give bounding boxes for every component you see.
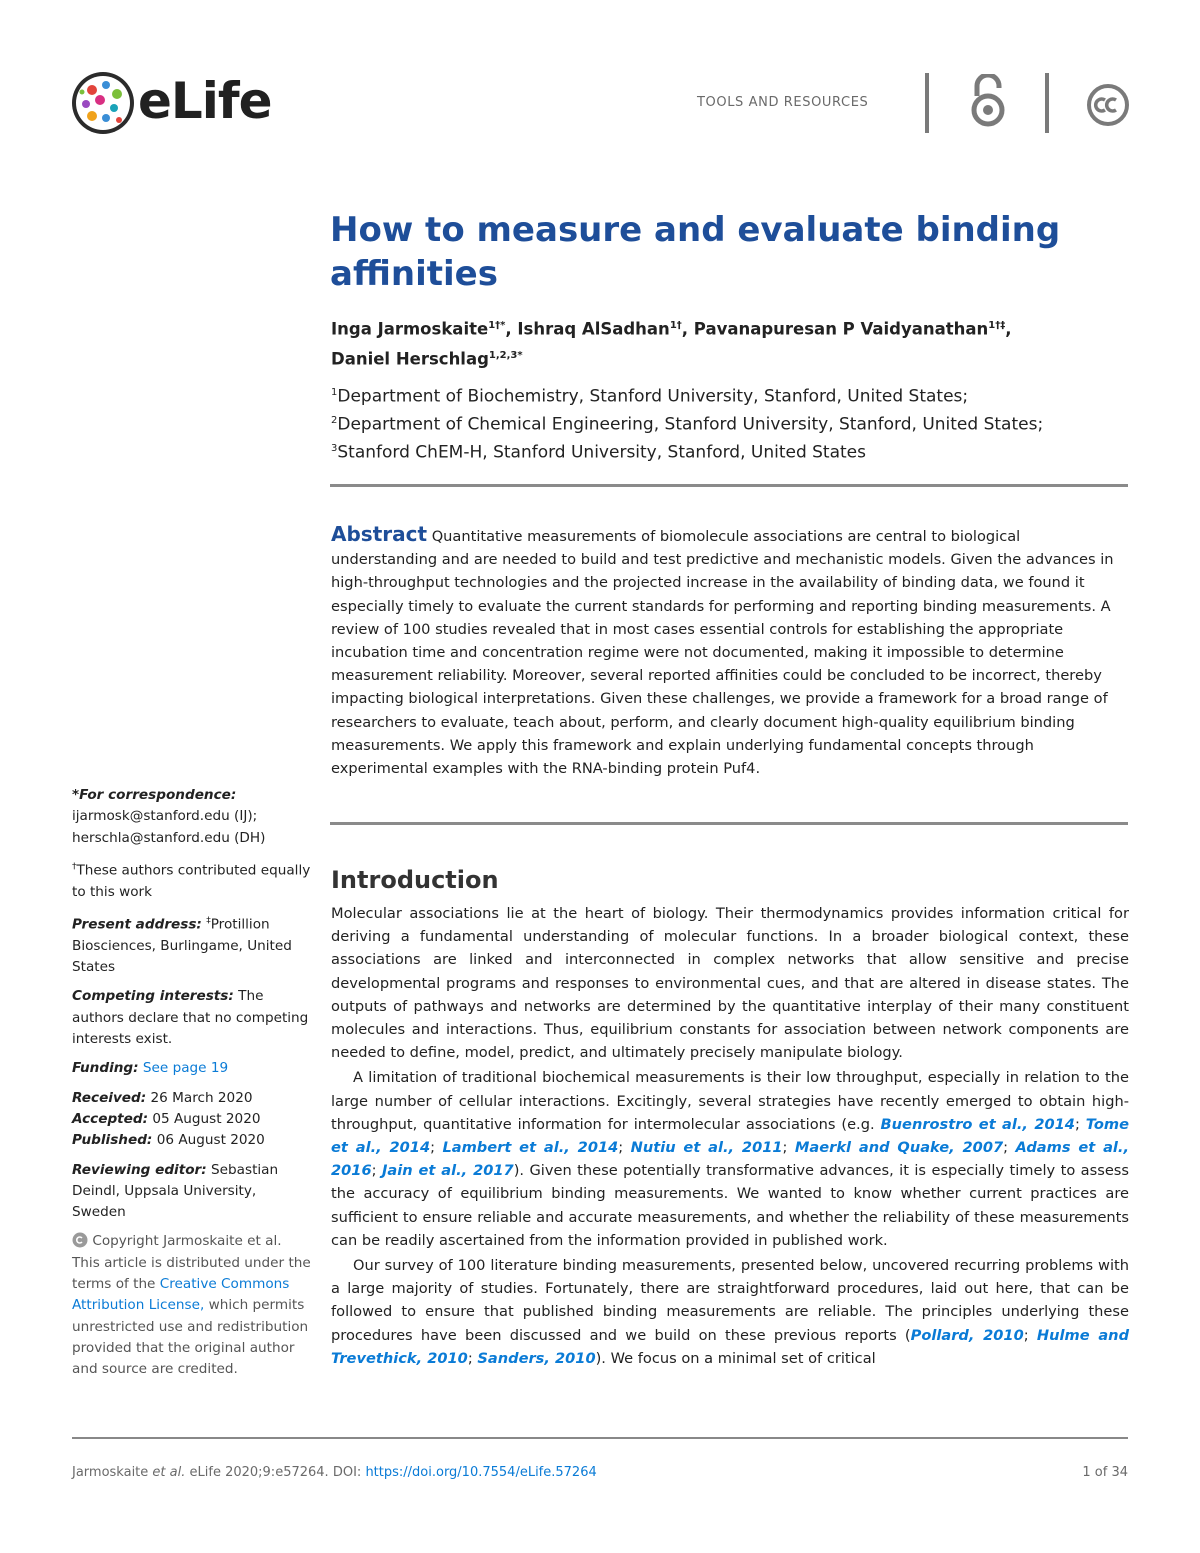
- article-title: How to measure and evaluate binding affinities: [330, 210, 1061, 294]
- citation-link[interactable]: Maerkl and Quake, 2007: [794, 1139, 1004, 1157]
- citation-link[interactable]: Buenrostro et al., 2014: [880, 1115, 1075, 1133]
- author-name: Pavanapuresan P Vaidyanathan: [693, 319, 989, 339]
- article-type-label: TOOLS AND RESOURCES: [697, 95, 869, 110]
- creative-commons-icon: [1086, 83, 1130, 127]
- header-divider: [1045, 73, 1049, 133]
- equal-contribution-note: †These authors contributed equally to this work: [72, 861, 311, 900]
- author-name: Inga Jarmoskaite: [331, 319, 489, 339]
- citation-link[interactable]: Sanders, 2010: [477, 1349, 596, 1367]
- doi-link[interactable]: https://doi.org/10.7554/eLife.57264: [365, 1465, 597, 1480]
- author-name: Daniel Herschlag: [331, 349, 489, 368]
- citation-link[interactable]: Pollard, 2010: [910, 1326, 1024, 1344]
- citation-link[interactable]: Lambert et al., 2014: [442, 1139, 619, 1157]
- footer-citation: Jarmoskaite et al. eLife 2020;9:e57264. DOI: https://doi.org/10.7554/eLife.57264: [72, 1465, 597, 1480]
- section-heading-introduction: Introduction: [331, 866, 499, 894]
- article-info-sidebar: [72, 785, 312, 1388]
- section-divider: [330, 484, 1128, 487]
- copyright-icon: [72, 1232, 88, 1248]
- copyright: Copyright Jarmoskaite et al. This article is distributed under the terms of the Creative Commons Attribution License, which permits unrestricted use and redistribution provided that the original author and source are credited.: [72, 1233, 311, 1378]
- paragraph: A limitation of traditional biochemical measurements is their low throughput, especially in relation to the large number of cellular interactions. Excitingly, several strategies have recently emerged to obtain high-throughput, quantitative information for intermolecular associations (e.g. Buenrostro et al., 2014; Tome et al., 2014; Lambert et al., 2014; Nutiu et al., 2011; Maerkl and Quake, 2007; Adams et al., 2016; Jain et al., 2017). Given these potentially transformative advances, it is especially timely to assess the accuracy of equilibrium binding measurements. We wanted to know whether current practices are sufficient to ensure reliable and accurate measurements, and whether the reliability of these measurements can be readily ascertained from the information provided in published work.: [331, 1069, 1130, 1249]
- affiliation: $^1$Department of Biochemistry, Stanford University, Stanford, United States;: [331, 386, 969, 407]
- correspondence: *For correspondence: ijarmosk@stanford.edu (IJ); herschla@stanford.edu (DH): [72, 787, 266, 846]
- paragraph: Our survey of 100 literature binding measurements, presented below, uncovered recurring problems with a large majority of studies. Fortunately, there are straightforward procedures, laid out here, that can be followed to ensure that published binding measurements are reliable. The principles underlying these procedures have been discussed and we build on these previous reports (Pollard, 2010; Hulme and Trevethick, 2010; Sanders, 2010). We focus on a minimal set of critical: [331, 1257, 1130, 1367]
- author-name: Ishraq AlSadhan: [517, 319, 670, 339]
- email-link[interactable]: herschla@stanford.edu (DH): [72, 829, 266, 846]
- section-divider: [330, 822, 1128, 825]
- competing-interests: Competing interests: The authors declare that no competing interests exist.: [72, 988, 309, 1048]
- citation-link[interactable]: Adams et al., 2016: [331, 1139, 1130, 1180]
- elife-logo: [70, 70, 136, 136]
- citation-link[interactable]: Tome et al., 2014: [331, 1115, 1130, 1157]
- abstract-heading: Abstract: [331, 522, 428, 546]
- affiliation: $^3$Stanford ChEM-H, Stanford University, Stanford, United States: [331, 442, 866, 463]
- page-number: 1 of 34: [1082, 1465, 1128, 1480]
- abstract-text: Quantitative measurements of biomolecule associations are central to biological understanding and are needed to build and test predictive and mechanistic models. Given the advances in high-throughput technologies and the projected increase in the availability of binding data, we found it especially timely to evaluate the current standards for performing and reporting binding measurements. A review of 100 studies revealed that in most cases essential controls for establishing the appropriate incubation time and concentration regime were not documented, making it impossible to determine measurement reliability. Moreover, several reported affinities could be concluded to be incorrect, thereby impacting biological interpretations. Given these challenges, we provide a framework for a broad range of researchers to evaluate, teach about, perform, and clearly document high-quality equilibrium binding measurements. We apply this framework and explain underlying fundamental concepts through experimental examples with the RNA-binding protein Puf4.: [331, 528, 1114, 778]
- funding-link[interactable]: See page 19: [142, 1060, 229, 1077]
- citation-link[interactable]: Hulme and Trevethick, 2010: [331, 1326, 1130, 1367]
- citation-link[interactable]: Jain et al., 2017: [381, 1162, 514, 1180]
- logo-text: eLife: [138, 72, 272, 130]
- abstract: [331, 523, 1129, 780]
- affiliation: $^2$Department of Chemical Engineering, Stanford University, Stanford, United States;: [331, 414, 1044, 435]
- footer-divider: [72, 1437, 1128, 1439]
- email-link[interactable]: ijarmosk@stanford.edu (IJ);: [72, 808, 258, 825]
- license-link[interactable]: Creative Commons Attribution License,: [72, 1276, 290, 1314]
- present-address: Present address: ‡Protillion Biosciences, Burlingame, United States: [72, 916, 292, 976]
- header-divider: [925, 73, 929, 133]
- author-list: Inga Jarmoskaite$^{1\dagger*}$, Ishraq AlSadhan$^{1\dagger}$, Pavanapuresan P Vaidyanathan$^{1\dagger\ddagger}$, Daniel Herschlag$^{1,2,3*}$: [331, 319, 1012, 368]
- introduction-body: [331, 902, 1129, 1372]
- citation-link[interactable]: Nutiu et al., 2011: [630, 1139, 783, 1157]
- reviewing-editor: Reviewing editor: Sebastian Deindl, Uppsala University, Sweden: [72, 1161, 279, 1221]
- paragraph: Molecular associations lie at the heart of biology. Their thermodynamics provides information critical for deriving a fundamental understanding of molecular functions. In a broader biological context, these associations are linked and interconnected in complex networks that allow sensitive and precise developmental programs and responses to environmental cues, and that are altered in disease states. The outputs of pathways and networks are determined by the quantitative interplay of their many constituent molecules and interactions. Thus, equilibrium constants for association between network components are needed to define, model, predict, and ultimately precisely manipulate biology.: [331, 905, 1129, 1062]
- dates: Received: 26 March 2020 Accepted: 05 August 2020 Published: 06 August 2020: [72, 1089, 265, 1149]
- funding: Funding: See page 19: [72, 1060, 229, 1077]
- open-access-icon: [967, 74, 1009, 128]
